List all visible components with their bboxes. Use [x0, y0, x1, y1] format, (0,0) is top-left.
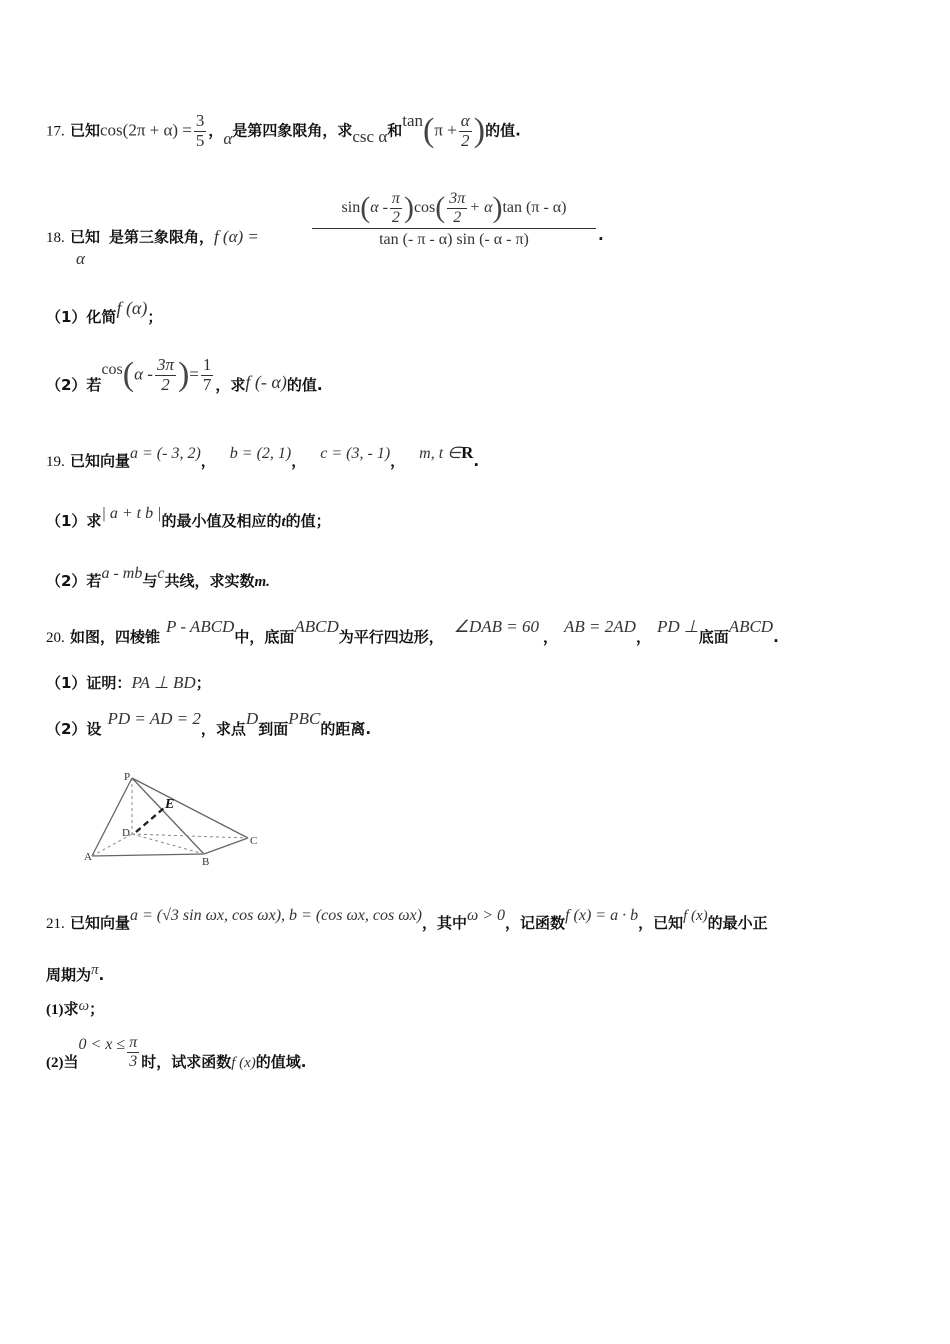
q18-part-1	[46, 298, 163, 326]
q18-p1-expr: f (α)	[116, 298, 148, 318]
q19-p2-t2: 共线，求实数	[164, 572, 255, 590]
q20-p2-t3: 的距离.	[320, 720, 372, 738]
q21-part-1	[46, 998, 104, 1019]
q20-line	[46, 616, 779, 646]
q17-text-1: 已知	[69, 121, 100, 140]
q19-number: 19.	[46, 454, 65, 470]
q18-line	[46, 196, 259, 268]
q21-p2-num: π	[129, 1034, 138, 1051]
q21-p2-frac	[127, 1034, 139, 1070]
q19-sep-3: ，	[390, 452, 406, 470]
q20-p1-end: ；	[195, 674, 211, 692]
q18-sin: sin	[341, 198, 361, 216]
q21-pi: π	[91, 962, 99, 978]
q21-p2-ineq: 0 < x ≤	[78, 1035, 126, 1053]
q19-p1-label: （1）求	[46, 512, 102, 530]
q18-plus-alpha: + α	[469, 198, 493, 216]
q21-p2-t2: 的值域.	[255, 1052, 307, 1071]
q18-pi-half	[390, 190, 402, 226]
q21-text-2: ，其中	[421, 914, 467, 932]
q19-p1-t1: 的最小值及相应的	[161, 512, 282, 530]
q20-part-2	[46, 708, 372, 738]
q17-alpha: α	[223, 128, 233, 148]
q21-text-4: ，已知	[638, 914, 684, 932]
q20-p2-label: （2）设	[46, 720, 102, 738]
q21-number: 21.	[46, 916, 65, 932]
q17-tan-den: 2	[461, 130, 470, 150]
q19-p1-t: t	[281, 514, 286, 530]
edge-BC	[204, 838, 248, 854]
edge-DC	[132, 834, 248, 838]
q18-alpha-minus: α -	[370, 198, 388, 216]
q20-pyramid: P - ABCD	[166, 617, 235, 636]
q21-vectors: a = (√3 sin ωx, cos ωx), b = (cos ωx, cos ωx)	[130, 907, 422, 924]
q19-p2-c: c	[157, 565, 165, 582]
q21-p2-label: (2)当	[46, 1054, 79, 1071]
q17-tan-frac	[459, 112, 472, 150]
q18-p2-label: （2）若	[46, 375, 102, 394]
q21-period: .	[98, 966, 105, 984]
q18-3pi-den: 2	[453, 208, 462, 226]
q18-text-1: 已知	[69, 228, 100, 246]
q21-text-3: ，记函数	[505, 914, 566, 932]
q19-mt: m, t ∈	[419, 445, 462, 462]
q21-p1-label: (1)求	[46, 1002, 79, 1018]
pyramid-figure	[80, 766, 270, 872]
q20-base: ABCD	[294, 617, 339, 636]
q18-text-2: 是第三象限角，	[108, 228, 214, 246]
q21-line-2	[46, 958, 105, 984]
q18-p2-frac	[155, 356, 176, 394]
q18-alpha: α	[76, 249, 85, 268]
q18-tan: tan (π - α)	[502, 198, 567, 216]
q17-number: 17.	[46, 123, 65, 140]
label-D: D	[122, 827, 130, 839]
q21-text-1: 已知向量	[69, 914, 130, 932]
q21-text-6: 周期为	[46, 966, 92, 984]
q17-line	[46, 112, 521, 150]
q17-tan-arg: π +	[434, 120, 457, 140]
q21-p1-omega: ω	[78, 998, 90, 1014]
q21-p2-fx: f (x)	[231, 1054, 256, 1071]
q19-part-1	[46, 502, 331, 530]
q21-p2-den: 3	[129, 1052, 138, 1070]
q20-p2-d: D	[245, 709, 259, 728]
q18-3pi-num: 3π	[449, 190, 466, 207]
q18-p2-rden: 7	[202, 374, 212, 394]
label-C: C	[250, 835, 258, 847]
q20-p2-face: PBC	[288, 709, 321, 728]
q19-part-2	[46, 562, 270, 590]
q19-p2-m: m.	[254, 574, 270, 590]
segment-DE	[136, 808, 164, 832]
q17-eq-lhs: cos(2π + α) =	[100, 120, 192, 140]
q20-part-1	[46, 672, 211, 693]
q19-text-1: 已知向量	[69, 452, 130, 470]
q20-pd: PD ⊥	[656, 617, 699, 636]
q20-sep-2: ，	[635, 628, 651, 646]
q17-text-3: 和	[387, 121, 403, 140]
q18-pi-num: π	[391, 190, 400, 207]
edge-PB	[132, 778, 204, 854]
label-P: P	[124, 771, 131, 783]
q17-comma: ，	[208, 121, 224, 140]
q18-p2-end: 的值.	[286, 375, 323, 394]
q18-p1-label: （1）化简	[46, 308, 117, 326]
edge-PA	[92, 778, 132, 856]
edge-PC	[132, 778, 248, 838]
q17-frac-num: 3	[195, 111, 205, 130]
q17-tan-num: α	[460, 111, 470, 130]
q20-p2-t2: 到面	[258, 720, 289, 738]
q19-vector-a: a = (- 3, 2)	[130, 445, 201, 462]
q19-sep-1: ，	[200, 452, 216, 470]
q17-frac-den: 5	[195, 130, 205, 150]
q21-line-1	[46, 904, 768, 932]
q19-R: R	[461, 443, 474, 462]
q18-p2-cos: cos	[101, 360, 123, 378]
q21-fx: f (x) = a · b	[565, 907, 639, 924]
q19-p2-expr: a - mb	[101, 565, 143, 582]
q18-part-2: （2）若cos(α - $\frac{3\pi}{2}$ )= $\frac{1}{7}$ ，求f (- α)的值.	[46, 355, 323, 394]
q19-sep-2: ，	[291, 452, 307, 470]
q18-p2-alpha: α -	[134, 364, 153, 384]
q17-tan: tan	[402, 110, 424, 130]
q20-number: 20.	[46, 630, 65, 646]
q18-p2-rnum: 1	[202, 355, 212, 374]
q18-numerator: sin(α - $\frac{\pi}{2}$ )cos( $\frac{3\pi}{2}$ + α)tan (π - α)	[312, 190, 596, 229]
q21-fx-2: f (x)	[683, 908, 708, 924]
q18-p2-num: 3π	[156, 355, 174, 374]
q17-csc: csc α	[352, 126, 388, 146]
q21-p1-end: ；	[89, 1000, 105, 1018]
q18-period: .	[598, 226, 604, 244]
q19-period: .	[473, 452, 480, 470]
q18-p1-end: ；	[147, 308, 163, 326]
q17-paren-left: (	[423, 112, 435, 150]
q20-p2-expr: PD = AD = 2	[107, 709, 201, 728]
q19-vector-c: c = (3, - 1)	[320, 445, 391, 462]
q21-part-2	[46, 1034, 307, 1070]
q20-p1-label: （1）证明：	[46, 674, 132, 692]
q21-p2-t1: 时，试求函数	[141, 1052, 232, 1071]
q18-number: 18.	[46, 230, 65, 246]
q18-p2-rhs	[201, 356, 214, 394]
q17-fraction	[194, 112, 207, 150]
q18-fraction	[312, 190, 596, 249]
q17-text-2: 是第四象限角，求	[232, 121, 353, 140]
q19-p2-label: （2）若	[46, 572, 102, 590]
q19-vector-b: b = (2, 1)	[229, 445, 292, 462]
label-E: E	[165, 797, 175, 812]
q19-line	[46, 442, 480, 470]
q20-ab: AB = 2AD	[564, 617, 636, 636]
q21-text-5: 的最小正	[707, 914, 768, 932]
q20-p2-t1: ，求点	[200, 720, 246, 738]
label-A: A	[84, 851, 92, 863]
q20-base-2: ABCD	[728, 617, 774, 636]
q18-denominator: tan (- π - α) sin (- α - π)	[379, 231, 529, 249]
q20-text-3: 为平行四边形，	[338, 628, 444, 646]
q20-p1-expr: PA ⊥ BD	[131, 673, 196, 692]
q18-cos: cos	[413, 198, 436, 216]
q18-3pi-half	[447, 190, 467, 226]
q20-text-2: 中，底面	[234, 628, 295, 646]
q20-text-1: 如图，四棱锥	[69, 628, 160, 646]
q17-text-4: 的值.	[485, 121, 521, 140]
q18-f-lhs: f (α) =	[213, 227, 259, 246]
q19-p1-t2: 的值；	[285, 512, 331, 530]
q20-text-4: 底面	[698, 628, 729, 646]
edge-AB	[92, 854, 204, 856]
q18-p2-text: ，求	[215, 375, 246, 394]
q18-p2-eq: =	[189, 364, 199, 384]
q18-p2-den: 2	[161, 374, 170, 394]
edge-DB	[132, 834, 204, 854]
q18-p2-expr: f (- α)	[245, 371, 287, 392]
q19-p1-expr: | a + t b |	[101, 505, 162, 522]
q21-condition: ω > 0	[466, 907, 506, 924]
q20-sep-1: ，	[543, 628, 559, 646]
label-B: B	[202, 856, 210, 868]
q18-pi-den: 2	[391, 208, 400, 226]
q20-period: .	[773, 628, 779, 646]
q19-p2-t1: 与	[142, 572, 158, 590]
q20-angle: ∠DAB = 60	[453, 617, 540, 636]
q17-paren-right: )	[473, 112, 486, 150]
